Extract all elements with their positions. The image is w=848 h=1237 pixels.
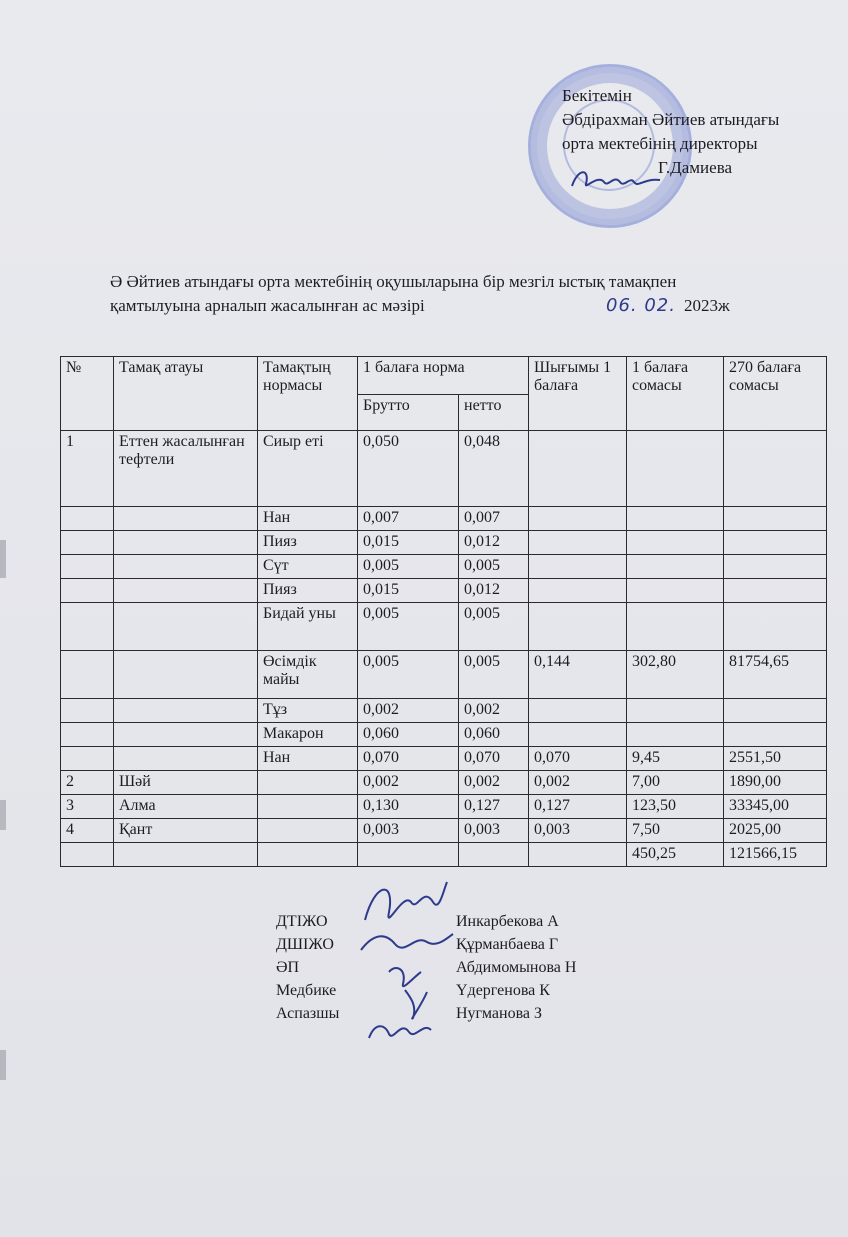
cell-brutto: 0,015 xyxy=(358,579,459,603)
cell-sum-one: 302,80 xyxy=(627,651,724,699)
cell-name: Қант xyxy=(114,819,258,843)
table-row xyxy=(61,723,827,747)
cell-num xyxy=(61,843,114,867)
cell-output xyxy=(529,531,627,555)
cell-sum-270 xyxy=(724,507,827,531)
cell-output xyxy=(529,431,627,507)
cell-norm: Сүт xyxy=(258,555,358,579)
cell-sum-270: 1890,00 xyxy=(724,771,827,795)
cell-netto: 0,048 xyxy=(459,431,529,507)
table-row xyxy=(61,651,827,699)
cell-sum-270: 2551,50 xyxy=(724,747,827,771)
cell-output xyxy=(529,579,627,603)
menu-table-body xyxy=(61,431,827,867)
cell-num: 3 xyxy=(61,795,114,819)
table-row xyxy=(61,603,827,651)
menu-table xyxy=(60,356,827,867)
cell-num: 4 xyxy=(61,819,114,843)
cell-brutto: 0,060 xyxy=(358,723,459,747)
cell-sum-one xyxy=(627,555,724,579)
cell-netto: 0,005 xyxy=(459,555,529,579)
table-row xyxy=(61,555,827,579)
cell-output: 0,002 xyxy=(529,771,627,795)
approval-line: орта мектебінің директоры xyxy=(562,134,758,153)
cell-norm xyxy=(258,795,358,819)
cell-norm: Пияз xyxy=(258,579,358,603)
cell-netto: 0,012 xyxy=(459,579,529,603)
cell-brutto: 0,003 xyxy=(358,819,459,843)
cell-name xyxy=(114,843,258,867)
cell-output xyxy=(529,555,627,579)
header-sum-270: 270 балаға сомасы xyxy=(724,357,827,431)
cell-netto: 0,012 xyxy=(459,531,529,555)
document-date xyxy=(606,294,730,318)
cell-sum-one xyxy=(627,603,724,651)
cell-name xyxy=(114,699,258,723)
cell-sum-270 xyxy=(724,579,827,603)
cell-norm: Бидай уны xyxy=(258,603,358,651)
cell-netto: 0,005 xyxy=(459,603,529,651)
table-row xyxy=(61,431,827,507)
cell-netto: 0,127 xyxy=(459,795,529,819)
cell-netto: 0,060 xyxy=(459,723,529,747)
cell-norm: Макарон xyxy=(258,723,358,747)
cell-name: Шәй xyxy=(114,771,258,795)
cell-output xyxy=(529,699,627,723)
cell-num: 1 xyxy=(61,431,114,507)
cell-sum-one xyxy=(627,431,724,507)
cell-name xyxy=(114,651,258,699)
cell-num xyxy=(61,603,114,651)
cell-sum-one: 7,50 xyxy=(627,819,724,843)
cell-output xyxy=(529,723,627,747)
cell-output: 0,070 xyxy=(529,747,627,771)
signature-name: Нугманова З xyxy=(456,1005,543,1022)
cell-netto: 0,070 xyxy=(459,747,529,771)
signature-role: ДТІЖО xyxy=(276,913,328,930)
cell-output xyxy=(529,603,627,651)
director-name: Г.Дамиева xyxy=(658,158,733,177)
handwritten-date: 06. 02. xyxy=(606,295,676,316)
table-row xyxy=(61,531,827,555)
header-brutto: Брутто xyxy=(358,395,459,431)
cell-sum-one xyxy=(627,579,724,603)
cell-sum-one: 7,00 xyxy=(627,771,724,795)
cell-name xyxy=(114,579,258,603)
table-row xyxy=(61,699,827,723)
header-output: Шығымы 1 балаға xyxy=(529,357,627,431)
table-row xyxy=(61,843,827,867)
cell-name xyxy=(114,603,258,651)
date-year: 2023ж xyxy=(683,296,730,315)
cell-netto: 0,007 xyxy=(459,507,529,531)
table-row xyxy=(61,819,827,843)
cell-output: 0,144 xyxy=(529,651,627,699)
cell-norm xyxy=(258,819,358,843)
cell-output: 0,127 xyxy=(529,795,627,819)
cell-name xyxy=(114,747,258,771)
director-signature xyxy=(568,164,664,194)
signature-role: ӘП xyxy=(276,959,300,976)
scan-edge-mark xyxy=(0,540,6,578)
signature-role: Аспазшы xyxy=(276,1005,340,1022)
cell-brutto: 0,130 xyxy=(358,795,459,819)
cell-name xyxy=(114,555,258,579)
cell-num xyxy=(61,579,114,603)
cell-norm: Пияз xyxy=(258,531,358,555)
table-row xyxy=(61,747,827,771)
cell-sum-270: 2025,00 xyxy=(724,819,827,843)
cell-sum-one xyxy=(627,699,724,723)
signature-name: Абдимомынова Н xyxy=(456,959,577,976)
cell-name xyxy=(114,531,258,555)
cell-brutto: 0,007 xyxy=(358,507,459,531)
signature-name: Инкарбекова А xyxy=(456,913,559,930)
cell-netto: 0,003 xyxy=(459,819,529,843)
cell-norm: Өсімдік майы xyxy=(258,651,358,699)
cell-sum-270 xyxy=(724,603,827,651)
cell-sum-270 xyxy=(724,723,827,747)
cell-sum-270 xyxy=(724,531,827,555)
cell-norm xyxy=(258,771,358,795)
cell-num xyxy=(61,699,114,723)
cell-num xyxy=(61,747,114,771)
signature-role: Медбике xyxy=(276,982,337,999)
cell-name xyxy=(114,723,258,747)
table-row xyxy=(61,771,827,795)
cell-sum-one: 450,25 xyxy=(627,843,724,867)
handwritten-signatures xyxy=(355,872,455,1047)
cell-netto xyxy=(459,843,529,867)
cell-brutto xyxy=(358,843,459,867)
cell-netto: 0,002 xyxy=(459,699,529,723)
cell-brutto: 0,005 xyxy=(358,651,459,699)
cell-sum-one: 9,45 xyxy=(627,747,724,771)
cell-num xyxy=(61,723,114,747)
cell-brutto: 0,005 xyxy=(358,555,459,579)
header-name: Тамақ атауы xyxy=(114,357,258,431)
cell-sum-270: 33345,00 xyxy=(724,795,827,819)
cell-netto: 0,005 xyxy=(459,651,529,699)
cell-sum-one xyxy=(627,507,724,531)
header-per-child: 1 балаға норма xyxy=(358,357,529,395)
cell-norm: Нан xyxy=(258,507,358,531)
cell-sum-270: 81754,65 xyxy=(724,651,827,699)
cell-norm: Сиыр еті xyxy=(258,431,358,507)
cell-brutto: 0,002 xyxy=(358,771,459,795)
cell-sum-one: 123,50 xyxy=(627,795,724,819)
cell-sum-270 xyxy=(724,431,827,507)
signature-name: Үдергенова К xyxy=(456,982,550,999)
cell-netto: 0,002 xyxy=(459,771,529,795)
cell-brutto: 0,005 xyxy=(358,603,459,651)
approval-line: Бекітемін xyxy=(562,86,632,105)
signature-name: Құрманбаева Г xyxy=(456,936,559,953)
title-line-2: қамтылуына арналып жасалынған ас мәзірі xyxy=(110,296,425,315)
cell-norm xyxy=(258,843,358,867)
document-title xyxy=(110,270,810,318)
cell-brutto: 0,015 xyxy=(358,531,459,555)
cell-name: Еттен жасалынған тефтели xyxy=(114,431,258,507)
cell-name: Алма xyxy=(114,795,258,819)
cell-num xyxy=(61,555,114,579)
cell-output xyxy=(529,843,627,867)
header-num: № xyxy=(61,357,114,431)
cell-sum-270: 121566,15 xyxy=(724,843,827,867)
header-norm: Тамақтың нормасы xyxy=(258,357,358,431)
table-row xyxy=(61,507,827,531)
cell-output xyxy=(529,507,627,531)
header-sum-one: 1 балаға сомасы xyxy=(627,357,724,431)
title-line-1: Ә Әйтиев атындағы орта мектебінің оқушыларына бір мезгіл ыстық тамақпен xyxy=(110,272,677,291)
cell-sum-one xyxy=(627,531,724,555)
cell-num xyxy=(61,507,114,531)
table-row xyxy=(61,579,827,603)
cell-norm: Нан xyxy=(258,747,358,771)
cell-brutto: 0,002 xyxy=(358,699,459,723)
scan-edge-mark xyxy=(0,1050,6,1080)
signature-role: ДШІЖО xyxy=(276,936,334,953)
cell-sum-270 xyxy=(724,555,827,579)
cell-brutto: 0,070 xyxy=(358,747,459,771)
cell-norm: Тұз xyxy=(258,699,358,723)
header-netto: нетто xyxy=(459,395,529,431)
approval-line: Әбдірахман Әйтиев атындағы xyxy=(562,110,780,129)
cell-brutto: 0,050 xyxy=(358,431,459,507)
table-row xyxy=(61,795,827,819)
cell-sum-one xyxy=(627,723,724,747)
cell-num xyxy=(61,651,114,699)
scan-edge-mark xyxy=(0,800,6,830)
cell-num xyxy=(61,531,114,555)
cell-num: 2 xyxy=(61,771,114,795)
cell-name xyxy=(114,507,258,531)
cell-output: 0,003 xyxy=(529,819,627,843)
cell-sum-270 xyxy=(724,699,827,723)
